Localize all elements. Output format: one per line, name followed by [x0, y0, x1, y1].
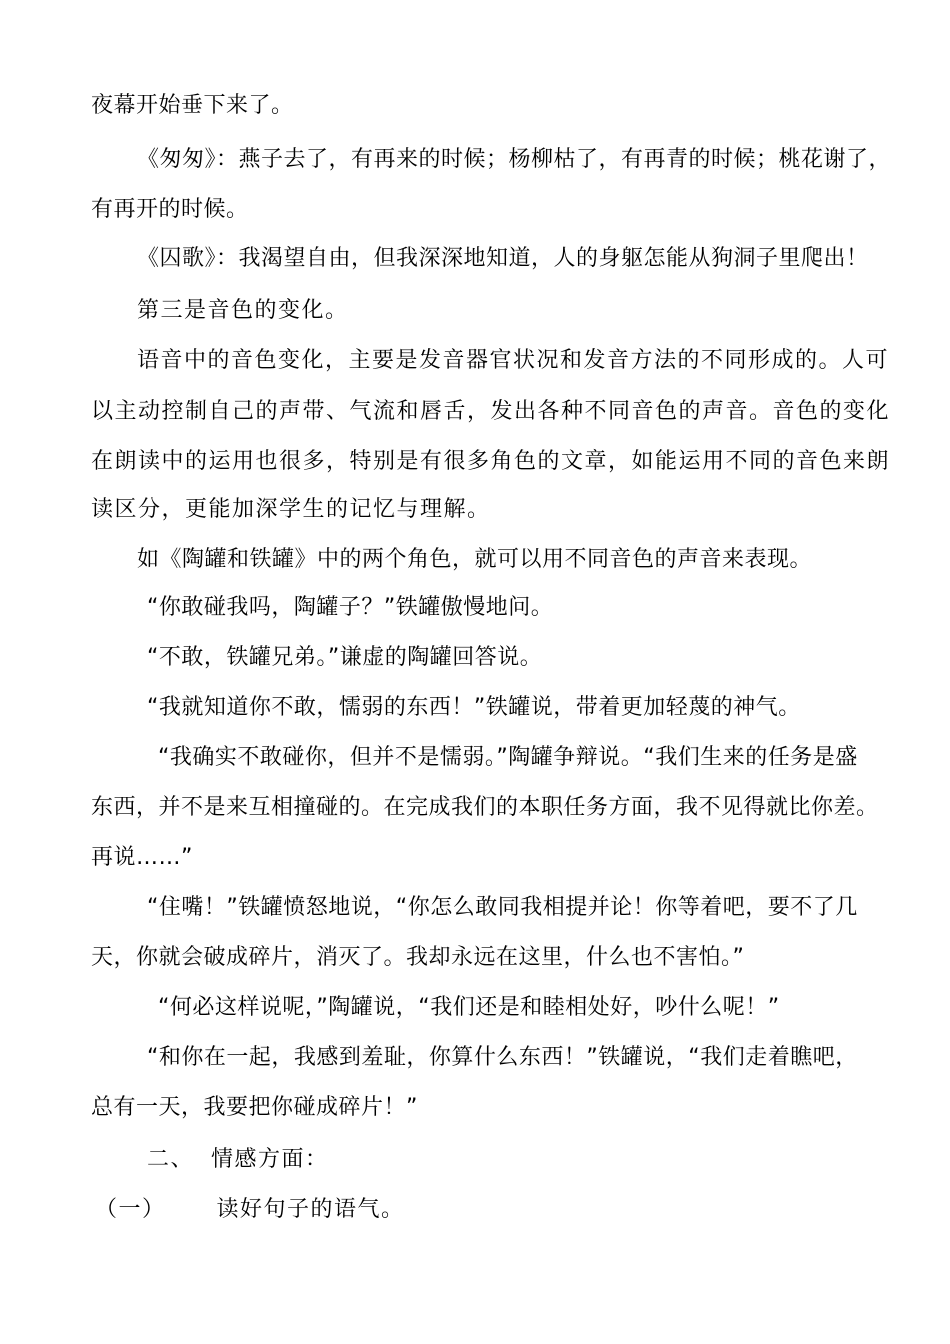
section-heading: 二、 情感方面： [147, 1147, 329, 1172]
text-line: 语音中的音色变化，主要是发音器官状况和发音方法的不同形成的。人可 [137, 348, 890, 373]
dialogue-line: 天，你就会破成碎片，消灭了。我却永远在这里，什么也不害怕。” [91, 945, 745, 970]
dialogue-line: “何必这样说呢，”陶罐说，“我们还是和睦相处好，吵什么呢！” [158, 995, 780, 1020]
text-line: 读区分，更能加深学生的记忆与理解。 [91, 497, 491, 522]
section-heading: 第三是音色的变化。 [137, 298, 349, 323]
dialogue-line: 再说……” [91, 845, 193, 870]
text-line: 《匆匆》：燕子去了，有再来的时候；杨柳枯了，有再青的时候；桃花谢了， [137, 147, 892, 172]
dialogue-line: “你敢碰我吗，陶罐子？”铁罐傲慢地问。 [147, 595, 554, 620]
text-line: 夜幕开始垂下来了。 [91, 93, 294, 118]
dialogue-line: “不敢，铁罐兄弟。”谦虚的陶罐回答说。 [147, 645, 543, 670]
subsection-heading: （一） 读好句子的语气。 [95, 1197, 405, 1222]
dialogue-line: 总有一天，我要把你碰成碎片！” [91, 1095, 418, 1120]
text-line: 《囚歌》：我渴望自由，但我深深地知道，人的身躯怎能从狗洞子里爬出！ [137, 246, 869, 271]
dialogue-line: “我就知道你不敢，懦弱的东西！”铁罐说，带着更加轻蔑的神气。 [147, 695, 801, 720]
dialogue-line: “我确实不敢碰你，但并不是懦弱。”陶罐争辩说。“我们生来的任务是盛 [158, 745, 858, 770]
dialogue-line: 东西，并不是来互相撞碰的。在完成我们的本职任务方面，我不见得就比你差。 [91, 795, 879, 820]
text-line: 如《陶罐和铁罐》中的两个角色，就可以用不同音色的声音来表现。 [137, 547, 813, 572]
dialogue-line: “和你在一起，我感到羞耻，你算什么东西！”铁罐说，“我们走着瞧吧， [147, 1045, 858, 1070]
text-line: 有再开的时候。 [91, 197, 249, 222]
text-line: 在朗读中的运用也很多，特别是有很多角色的文章，如能运用不同的音色来朗 [91, 449, 891, 474]
dialogue-line: “住嘴！”铁罐愤怒地说，“你怎么敢同我相提并论！你等着吧，要不了几 [147, 895, 858, 920]
text-line: 以主动控制自己的声带、气流和唇舌，发出各种不同音色的声音。音色的变化 [91, 399, 891, 424]
